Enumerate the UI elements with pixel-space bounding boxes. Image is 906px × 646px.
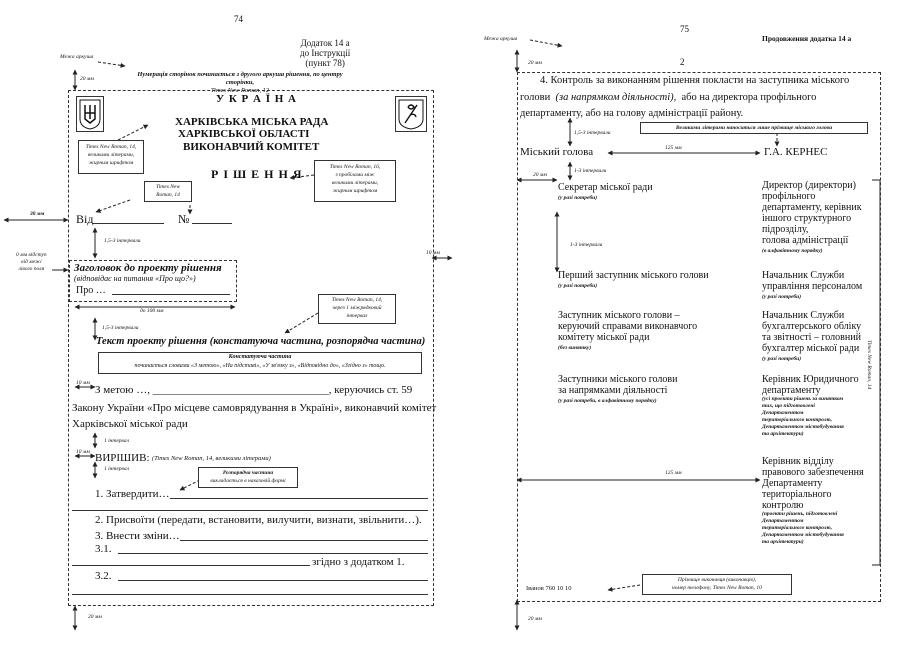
body-line-2: Закону України «Про місцеве самоврядування в Україні», виконавчий комітет: [72, 402, 437, 414]
title-line: [112, 294, 230, 295]
title-heading: Заголовок до проекту рішення: [74, 262, 222, 274]
interval-note-2: 1,5-3 інтервали: [102, 325, 139, 331]
title-sub: (відповідає на питання «Про що?»): [74, 274, 196, 283]
item-4-line-2: голови (за напрямком діяльності), або на директора профільного: [520, 92, 817, 103]
numbering-note: Нумерація сторінок починається з другого аркуша рішення, по центру сторінки, Times New Roman, 12: [137, 71, 343, 94]
item-1-line-2: [72, 510, 428, 511]
note-box-tnr14: Times New Roman, 14: [144, 181, 192, 202]
continuation-label: Продовження додатка 14 а: [762, 34, 852, 43]
item-31: 3.1.: [95, 543, 112, 555]
body-line-1: З метою …, ________________________________, керуючись ст. 59: [95, 384, 413, 396]
interval-note: 1,5-3 інтервали: [104, 238, 141, 244]
country-title: У К Р А Ї Н А: [216, 93, 297, 105]
executor-note-box: Прізвище виконавця (виконавців), номер телефону, Times New Roman, 10: [642, 574, 792, 595]
number-label: №: [178, 212, 190, 226]
region-title: ХАРКІВСЬКОЇ ОБЛАСТІ: [178, 128, 310, 140]
item-3-line: [180, 540, 428, 541]
indent-note: 0 мм відступ від межі лівого поля: [16, 252, 47, 272]
mm125-label: 125 мм: [665, 145, 682, 151]
interval-1-3: 1-3 інтервали: [574, 168, 607, 174]
sheet-edge-label: Межа аркуша: [60, 54, 94, 60]
approver-first-deputy: Перший заступник міського голови (у разі потреби): [558, 270, 709, 289]
side-font-note: Times New Roman, 14: [866, 340, 872, 390]
title-pro: Про …: [76, 285, 106, 296]
item-3: 3. Внести зміни…: [95, 530, 180, 542]
approver-secretary: Секретар міської ради (у разі потреби): [558, 182, 653, 201]
mm10-label: 10 мм: [76, 380, 90, 386]
date-label: Від: [76, 212, 94, 226]
sheet-edge-label-right: Межа аркуша: [484, 36, 518, 42]
interval-1-3-b: 1-3 інтервали: [570, 242, 603, 248]
approver-deputies: Заступники міського голови за напрямками діяльності (у разі потреби, в алфавітному порядку): [558, 374, 678, 404]
approver-director: Директор (директори) профільного департаменту, керівник іншого структурного підрозділу, голова адміністрації (в алфавітному порядку): [762, 180, 862, 254]
approver-legal: Керівник Юридичного департаменту (усі проекти рішень за винятком тих, що підготовлені Департаментом територіального контролю, Департаментом містобудування та архітектури): [762, 374, 859, 437]
note-box-tnr16: Times New Roman, 16, з пробілами між великими літерами, жирним шрифтом: [314, 160, 396, 202]
interval-1-label: 1 інтервал: [104, 438, 130, 444]
executor-line: Іванов 760 10 10: [526, 585, 572, 592]
decision-title: Р І Ш Е Н Н Я: [211, 167, 303, 181]
approver-legal-control: Керівник відділу правового забезпечення Департаменту територіального контролю (проекти рішень, підготовлені Департаментом територіального контролю, Департаментом містобудування та архітектури): [762, 456, 864, 545]
margin-top-label: 20 мм: [80, 76, 94, 82]
margin-right-label: 10 мм: [426, 250, 440, 256]
item-31-end: згідно з додатком 1.: [312, 556, 405, 568]
surname-note-box: Великими літерами наноситься лише прізвище міського голови: [640, 122, 868, 134]
approver-hr: Начальник Служби управління персоналом (у разі потреби): [762, 270, 863, 300]
item-1: 1. Затвердити…: [95, 488, 170, 500]
page-center-number: 2: [680, 57, 685, 67]
approver-accounting: Начальник Служби бухгалтерського обліку та звітності – головний бухгалтер міської ради (у разі потреби): [762, 310, 862, 362]
trident-emblem-icon: [76, 96, 104, 132]
committee-title: ВИКОНАВЧИЙ КОМІТЕТ: [183, 141, 320, 153]
item-31-line: [118, 553, 428, 554]
number-line: [192, 223, 232, 224]
interval-15-3-right: 1,5-3 інтервали: [574, 130, 611, 136]
page-number-right: 75: [680, 24, 689, 34]
margin-bottom-label: 20 мм: [88, 614, 102, 620]
margin-top-label-right: 20 мм: [528, 60, 542, 66]
item-1-line: [170, 498, 428, 499]
approver-deputy-manager: Заступник міського голови – керуючий справами виконавчого комітету міської ради (без винятку): [558, 310, 698, 351]
note-box-tnr14-single: Times New Roman, 14, через 1 міжрядковий інтервал: [318, 294, 396, 324]
interval-1-label-2: 1 інтервал: [104, 466, 130, 472]
mm10-label-2: 10 мм: [76, 449, 90, 455]
item-2: 2. Присвоїти (передати, встановити, вилучити, визнати, звільнити…).: [95, 514, 422, 526]
constat-box: Констатуюча частина починається словами «З метою», «На підставі», «У зв'язку з», «Відповідно до», «Згідно з» тощо.: [98, 352, 422, 374]
to-100mm-label: до 100 мм: [140, 308, 164, 314]
page-number: 74: [234, 14, 243, 24]
item-32-line: [118, 580, 428, 581]
mm125-label-2: 125 мм: [665, 470, 682, 476]
note-box-tnr14-caps: Times New Roman, 14, великими літерами, жирним шрифтом: [78, 140, 144, 174]
item-32: 3.2.: [95, 570, 112, 582]
body-line-3: Харківської міської ради: [72, 418, 188, 430]
appendix-label: Додаток 14 а до Інструкції (пункт 78): [300, 38, 351, 68]
item-4-line-1: 4. Контроль за виконанням рішення покласти на заступника міського: [540, 75, 850, 86]
resolved-note: (Times New Roman, 14, великими літерами): [152, 455, 271, 462]
council-title: ХАРКІВСЬКА МІСЬКА РАДА: [175, 116, 329, 128]
city-coat-of-arms-icon: [395, 96, 427, 132]
mayor-label: Міський голова: [520, 146, 594, 158]
body-heading: Текст проекту рішення (констатуюча частина, розпорядча частина): [96, 336, 426, 347]
directive-box: Розпорядча частина викладається в наказовій формі: [198, 467, 298, 488]
margin-bottom-label-right: 20 мм: [528, 616, 542, 622]
margin-left-label: 30 мм: [30, 211, 45, 217]
item-32-line-2: [72, 594, 428, 595]
date-line: [92, 223, 164, 224]
item-31-line-2: [72, 565, 310, 566]
item-4-line-3: департаменту, або на голову адміністрації району.: [520, 108, 744, 119]
resolved-label: ВИРІШИВ:: [95, 452, 150, 464]
mayor-name: Г.А. КЕРНЕС: [764, 146, 828, 158]
margin-20mm-inner: 20 мм: [533, 172, 547, 178]
